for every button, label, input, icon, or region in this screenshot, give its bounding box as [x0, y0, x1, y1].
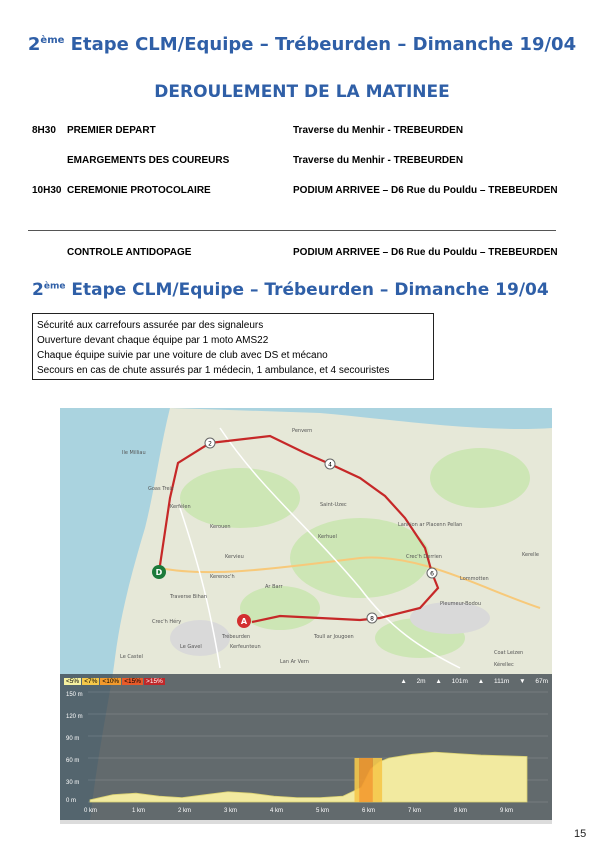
- schedule-place: Traverse du Menhir - TREBEURDEN: [293, 125, 464, 136]
- place-label: Traverse Bihan: [170, 594, 208, 600]
- stat-max-value: 101m: [451, 678, 468, 685]
- schedule-label: CONTROLE ANTIDOPAGE: [67, 247, 192, 258]
- x-tick: 4 km: [270, 808, 284, 814]
- legend-item: <15%: [124, 678, 142, 685]
- title-sup: ème: [43, 281, 66, 292]
- place-label: Goas Treiz: [148, 486, 174, 492]
- title-rest: Etape CLM/Equipe – Trébeurden – Dimanche 19/04: [65, 280, 549, 300]
- place-label: Le Castel: [120, 654, 143, 660]
- place-label: Kerenoc'h: [210, 574, 235, 580]
- info-line: Sécurité aux carrefours assurée par des signaleurs: [37, 320, 264, 331]
- x-tick: 5 km: [316, 808, 330, 814]
- legend-item: <7%: [84, 678, 98, 685]
- place-label: Crec'h Derrien: [406, 554, 442, 560]
- stat-ascent-value: 111m: [493, 678, 510, 685]
- x-tick: 1 km: [132, 808, 146, 814]
- elevation-profile: [60, 674, 552, 820]
- section-title: [32, 280, 549, 300]
- map-footer-bar: [60, 820, 552, 824]
- place-label: Kérellec: [494, 662, 514, 668]
- y-tick: 60 m: [66, 758, 80, 764]
- place-label: Kerhuel: [318, 534, 337, 540]
- x-tick: 7 km: [408, 808, 422, 814]
- place-label: Ile Milliau: [122, 450, 146, 456]
- place-label: Le Gavel: [180, 644, 202, 650]
- section-subtitle: DEROULEMENT DE LA MATINEE: [154, 82, 450, 102]
- km-marker-label: 2: [208, 440, 212, 448]
- y-tick: 90 m: [66, 736, 80, 742]
- title-sup: ème: [40, 35, 65, 46]
- finish-marker-label: D: [155, 568, 163, 577]
- km-marker: [205, 438, 215, 448]
- gradient-band: [373, 758, 382, 802]
- place-label: Lommotten: [460, 576, 489, 582]
- urban-area: [170, 620, 230, 656]
- place-label: Kervieu: [225, 554, 244, 560]
- km-marker: [427, 568, 437, 578]
- y-tick: 150 m: [66, 692, 83, 698]
- legend-item: <5%: [66, 678, 80, 685]
- woodland-patch: [430, 448, 530, 508]
- place-label: Coat Leizen: [494, 650, 524, 656]
- start-marker[interactable]: [237, 614, 251, 628]
- elevation-area: [90, 752, 527, 802]
- place-label: Kerfélen: [170, 504, 191, 510]
- schedule-label: CEREMONIE PROTOCOLAIRE: [67, 185, 211, 196]
- km-marker: [367, 613, 377, 623]
- info-line: Ouverture devant chaque équipe par 1 moto AMS22: [37, 335, 269, 346]
- stat-descent: ▼ 67m: [519, 678, 548, 685]
- km-marker-label: 6: [430, 570, 434, 578]
- schedule-place: PODIUM ARRIVEE – D6 Rue du Pouldu – TREBEURDEN: [293, 247, 558, 258]
- stat-ascent: ▲ 111m: [477, 678, 510, 685]
- km-marker-label: 4: [328, 461, 332, 469]
- page-number: 15: [574, 828, 587, 840]
- place-label: Kerouen: [210, 524, 231, 530]
- schedule-label: EMARGEMENTS DES COUREURS: [67, 155, 230, 166]
- x-tick: 8 km: [454, 808, 468, 814]
- info-line: Secours en cas de chute assurés par 1 médecin, 1 ambulance, et 4 secouristes: [37, 365, 390, 376]
- km-marker-label: 8: [370, 615, 374, 623]
- legend-item: >15%: [146, 678, 163, 685]
- schedule-place: Traverse du Menhir - TREBEURDEN: [293, 155, 464, 166]
- schedule-place: PODIUM ARRIVEE – D6 Rue du Pouldu – TREBEURDEN: [293, 185, 558, 196]
- y-tick: 0 m: [66, 798, 77, 804]
- divider: [28, 230, 556, 231]
- schedule-label: PREMIER DEPART: [67, 125, 156, 136]
- stat-max: ▲ 101m: [435, 678, 468, 685]
- gradient-band: [355, 758, 360, 802]
- title-prefix: 2: [32, 280, 44, 300]
- x-tick: 2 km: [178, 808, 192, 814]
- place-label: Lannion ar Placenn Pellan: [398, 522, 463, 528]
- profile-chart: [60, 674, 552, 820]
- safety-info-box: [32, 313, 434, 380]
- place-label: Trébeurden: [222, 634, 251, 640]
- place-label: Crec'h Héry: [152, 619, 182, 625]
- place-label: Pleumeur-Bodou: [440, 601, 482, 607]
- place-label: Toull ar Jougoen: [314, 634, 354, 640]
- finish-marker[interactable]: [152, 565, 166, 579]
- place-label: Penvern: [292, 428, 313, 434]
- woodland-patch: [180, 468, 300, 528]
- title-rest: Etape CLM/Equipe – Trébeurden – Dimanche 19/04: [64, 34, 577, 55]
- gradient-band: [359, 758, 373, 802]
- title-prefix: 2: [27, 34, 41, 55]
- info-line: Chaque équipe suivie par une voiture de club avec DS et mécano: [37, 350, 328, 361]
- stat-descent-value: 67m: [535, 678, 548, 685]
- y-tick: 120 m: [66, 714, 83, 720]
- place-label: Kerelle: [522, 552, 539, 558]
- place-label: Saint-Uzec: [320, 502, 347, 508]
- y-tick: 30 m: [66, 780, 80, 786]
- place-label: Ar Barr: [265, 584, 283, 590]
- x-tick: 9 km: [500, 808, 514, 814]
- page-title: [0, 34, 604, 55]
- x-tick: 6 km: [362, 808, 376, 814]
- schedule-time: 8H30: [32, 125, 56, 136]
- legend-item: <10%: [102, 678, 120, 685]
- x-tick: 3 km: [224, 808, 238, 814]
- schedule-time: 10H30: [32, 185, 62, 196]
- place-label: Kerfeunteun: [230, 644, 261, 650]
- place-label: Lan Ar Vern: [280, 659, 309, 665]
- woodland-patch: [240, 586, 320, 630]
- stat-min-value: 2m: [416, 678, 426, 685]
- start-marker-label: A: [240, 617, 248, 626]
- stat-min: ▲ 2m: [400, 678, 426, 685]
- x-tick: 0 km: [84, 808, 98, 814]
- km-marker: [325, 459, 335, 469]
